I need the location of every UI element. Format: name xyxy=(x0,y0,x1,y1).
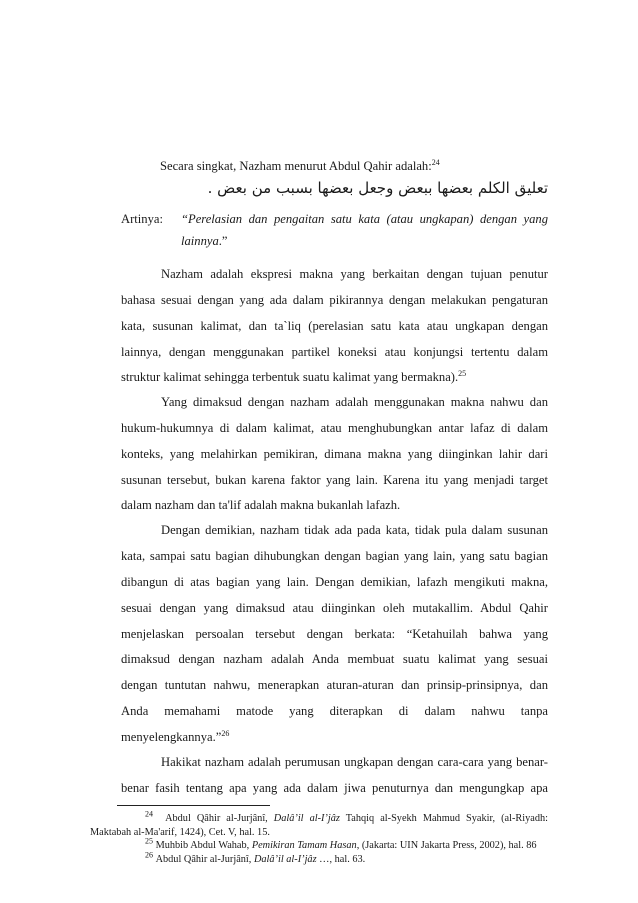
p4-line-2: benar fasih tentang apa yang ada dalam jiwa penuturnya dan mengungkap apa xyxy=(121,781,548,795)
footnote-ref-24: 24 xyxy=(431,157,440,167)
footnote-25: $^{25}$ Muhbib Abdul Wahab, Pemikiran Tamam Hasan, (Jakarta: UIN Jakarta Press, 2002), hal. 86 xyxy=(145,836,537,851)
p2-line-2: hukum-hukumnya di dalam kalimat, atau menghubungkan antar lafaz di dalam xyxy=(121,421,548,435)
p3-line-7: dengan tuntutan nahwu, menerapkan aturan-aturan dan prinsip-prinsipnya, dan xyxy=(121,678,548,692)
footnote-ref-25: 25 xyxy=(458,368,467,378)
intro-line xyxy=(160,158,440,174)
footnote-separator xyxy=(117,805,270,806)
artinya-line-1: “Perelasian dan pengaitan satu kata (atau ungkapan) dengan yang xyxy=(181,212,548,226)
p3-line-1: Dengan demikian, nazham tidak ada pada kata, tidak pula dalam susunan xyxy=(161,523,548,537)
p1-line-3: kata, susunan kalimat, dan ta`liq (perelasian satu kata atau ungkapan dengan xyxy=(121,319,548,333)
p1-line-1: Nazham adalah ekspresi makna yang berkaitan dengan tujuan penutur xyxy=(161,267,548,281)
p4-line-1: Hakikat nazham adalah perumusan ungkapan dengan cara-cara yang benar- xyxy=(161,755,548,769)
footnote-26: $^{26}$ Abdul Qâhir al-Jurjânî, Dalâ’il al-I’jâz …, hal. 63. xyxy=(145,850,366,865)
arabic-quote: تعليق الكلم بعضها ببعض وجعل بعضها بسبب من بعض . xyxy=(207,179,548,197)
p3-line-9: menyelengkannya.”$^{26}$ xyxy=(121,728,230,744)
p2-line-3: konteks, yang melahirkan pemikiran, dimana makna yang diinginkan lahir dari xyxy=(121,447,548,461)
footnote-24-line-1: $^{24}$ Abdul Qâhir al-Jurjânî, Dalâ’il al-I’jâz Tahqiq al-Syekh Mahmud Syakir, (al-Riyadh: xyxy=(145,809,549,824)
p1-line-5: struktur kalimat sehingga terbentuk suatu kalimat yang bermakna).$^{25}$ xyxy=(121,368,467,384)
p1-line-4: lainnya, dengan menggunakan partikel koneksi atau konjungsi tertentu dalam xyxy=(121,345,548,359)
p3-line-5: menjelaskan persoalan tersebut dengan berkata: “Ketahuilah bahwa yang xyxy=(121,627,548,641)
p3-line-2: kata, sampai satu bagian dihubungkan dengan bagian yang lain, yang satu bagian xyxy=(121,549,548,563)
p3-line-6: dimaksud dengan nazham adalah Anda membuat suatu kalimat yang sesuai xyxy=(121,652,548,666)
p3-line-8: Anda memahami matode yang diterapkan di dalam nahwu tanpa xyxy=(121,704,548,718)
p2-line-4: susunan tersebut, bukan karena faktor yang lain. Karena itu yang menjadi target xyxy=(121,473,548,487)
artinya-label: Artinya: xyxy=(121,212,163,226)
intro-text: Secara singkat, Nazham menurut Abdul Qahir adalah: xyxy=(160,159,432,173)
p3-line-3: dibangun di atas bagian yang lain. Dengan demikian, lafazh mengikuti makna, xyxy=(121,575,548,589)
footnote-24-line-2: Maktabah al-Ma'arif, 1424), Cet. V, hal. 15. xyxy=(90,827,270,838)
p2-line-1: Yang dimaksud dengan nazham adalah menggunakan makna nahwu dan xyxy=(161,395,548,409)
artinya-line-2: lainnya.” xyxy=(181,234,228,248)
p2-line-5: dalam nazham dan ta'lif adalah makna bukanlah lafazh. xyxy=(121,498,401,512)
p3-line-4: sesuai dengan yang dimaksud atau diinginkan oleh mutakallim. Abdul Qahir xyxy=(121,601,548,615)
footnote-ref-26: 26 xyxy=(221,728,230,738)
p1-line-2: bahasa sesuai dengan yang ada dalam pikirannya dengan melakukan pengaturan xyxy=(121,293,548,307)
